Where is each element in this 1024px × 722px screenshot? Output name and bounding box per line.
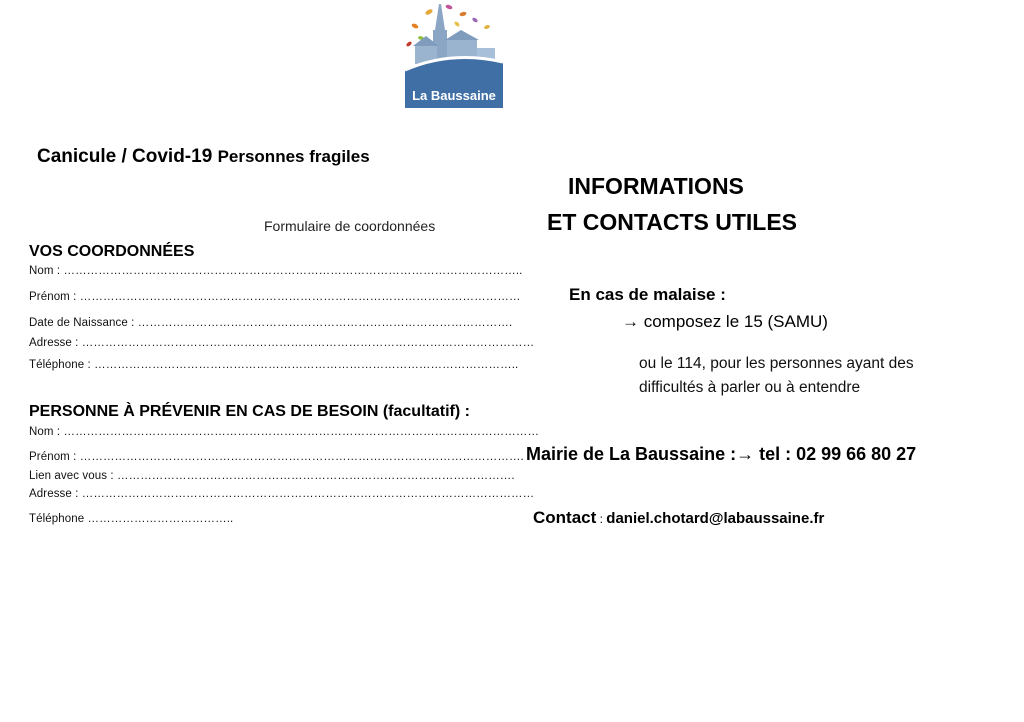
alt-line-2: difficultés à parler ou à entendre [639,379,861,396]
field-contact-prenom[interactable]: Prénom : ……………………………………………………………………………………………………. [29,451,524,463]
page-title [37,146,370,168]
info-title-line1: INFORMATIONS [568,173,744,199]
field-nom[interactable]: Nom : ……………………………………………………………………………………………………….. [29,265,523,277]
contact-label: Contact [533,508,597,527]
mairie-phone: Mairie de La Baussaine :→ tel : 02 99 66 80 27 [526,444,917,464]
malaise-label: En cas de malaise : [569,285,726,304]
info-title-line2: ET CONTACTS UTILES [547,209,798,235]
la-baussaine-logo [401,0,507,108]
field-contact-adresse[interactable]: Adresse : ……………………………………………………………………………………………………… [29,488,535,500]
contact-line [533,508,824,528]
malaise-action: → composez le 15 (SAMU) [622,312,828,331]
section-heading-personne-a-prevenir: PERSONNE À PRÉVENIR EN CAS DE BESOIN (facultatif) : [29,403,470,420]
form-title: Formulaire de coordonnées [264,218,436,234]
title-main: Canicule / Covid-19 [37,146,213,167]
field-prenom[interactable]: Prénom : …………………………………………………………………………………………………… [29,291,521,303]
contact-separator: : [596,512,607,526]
field-adresse[interactable]: Adresse : ……………………………………………………………………………………………………… [29,337,535,349]
field-date-naissance[interactable]: Date de Naissance : ……………………………………………………………………………………. [29,317,513,329]
field-contact-telephone[interactable]: Téléphone ……………………………….. [29,513,234,525]
contact-email[interactable]: daniel.chotard@labaussaine.fr [606,510,825,527]
alt-line-1: ou le 114, pour les personnes ayant des [639,355,914,372]
title-sub: Personnes fragiles [217,147,370,166]
field-contact-nom[interactable]: Nom : …………………………………………………………………………………………………………… [29,426,540,438]
field-contact-lien[interactable]: Lien avec vous : …………………………………………………………………………………………. [29,470,515,482]
logo-text: La Baussaine [412,88,496,103]
section-heading-vos-coordonnees: VOS COORDONNÉES [29,243,195,260]
field-telephone[interactable]: Téléphone : ……………………………………………………………………………………………….. [29,359,519,371]
